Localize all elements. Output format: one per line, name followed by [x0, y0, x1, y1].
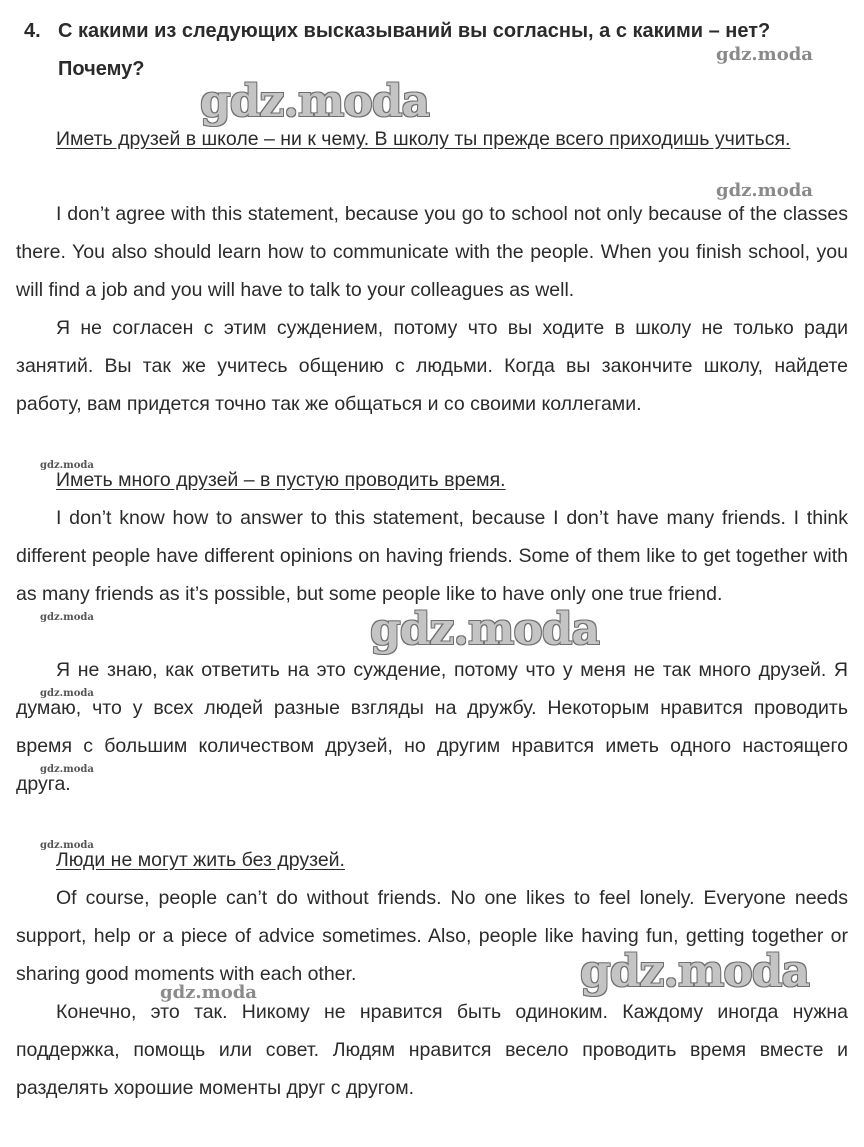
watermark-large: gdz.moda	[580, 946, 810, 997]
watermark-small: gdz.moda	[40, 688, 94, 699]
task-number: 4.	[24, 20, 41, 42]
answer-2-english: I don’t know how to answer to this statement, because I don’t have many friends. I think different people have different opinions on having friends. Some of them like to get together with as many friends as it’s possible, but some people like to have only one true friend.	[16, 507, 848, 605]
watermark-small: gdz.moda	[40, 764, 94, 775]
watermark: gdz.moda	[716, 44, 813, 65]
watermark: gdz.moda	[160, 982, 257, 1003]
task-question-line2: Почему?	[58, 58, 145, 80]
answer-2-russian: Я не знаю, как ответить на это суждение, потому что у меня не так много друзей. Я думаю, что у всех людей разные взгляды на дружбу. Некоторым нравится проводить время с большим количеством друзей, но другим нравится иметь одного настоящего друга.	[16, 659, 848, 795]
statement-2: Иметь много друзей – в пустую проводить время.	[56, 469, 506, 491]
task-question-line1: С какими из следующих высказываний вы согласны, а с какими – нет?	[58, 20, 771, 42]
watermark-small: gdz.moda	[40, 460, 94, 471]
answer-3-russian: Конечно, это так. Никому не нравится быть одиноким. Каждому иногда нужна поддержка, помощь или совет. Людям нравится весело проводить время вместе и разделять хорошие моменты друг с другом.	[16, 1001, 848, 1099]
statement-1: Иметь друзей в школе – ни к чему. В школу ты прежде всего приходишь учиться.	[56, 128, 791, 150]
statement-3: Люди не могут жить без друзей.	[56, 849, 345, 871]
watermark-small: gdz.moda	[40, 612, 94, 623]
watermark-large: gdz.moda	[200, 76, 430, 127]
answer-1-english: I don’t agree with this statement, because you go to school not only because of the classes there. You also should learn how to communicate with the people. When you finish school, you will find a job and you will have to talk to your colleagues as well.	[16, 203, 848, 301]
answer-3-english: Of course, people can’t do without friends. No one likes to feel lonely. Everyone needs support, help or a piece of advice sometimes. Also, people like having fun, getting together or sharing good moments with each other.	[16, 887, 848, 985]
answer-1-russian: Я не согласен с этим суждением, потому что вы ходите в школу не только ради занятий. Вы так же учитесь общению с людьми. Когда вы закончите школу, найдете работу, вам придется точно так же общаться и со своими коллегами.	[16, 317, 848, 415]
watermark-large: gdz.moda	[370, 604, 600, 655]
watermark: gdz.moda	[716, 180, 813, 201]
watermark-small: gdz.moda	[40, 840, 94, 851]
